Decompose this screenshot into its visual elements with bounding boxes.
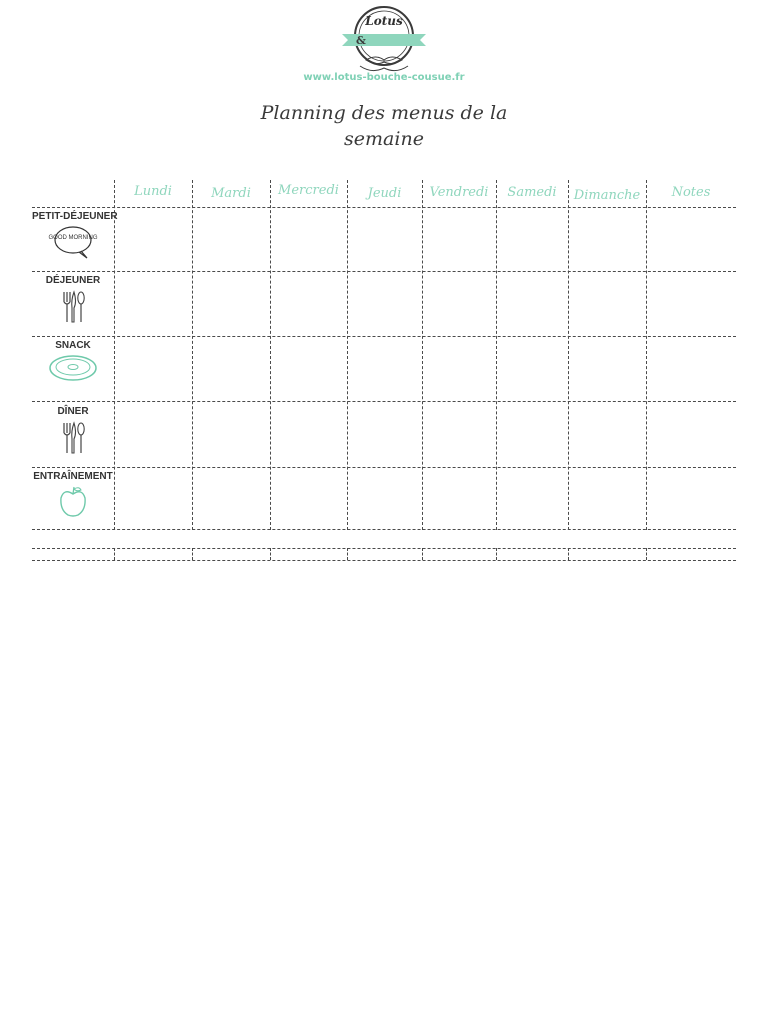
column-divider [192, 180, 193, 530]
row-label-diner [32, 406, 114, 457]
page-title-line-2: semaine [344, 128, 424, 150]
cutlery-icon [58, 419, 88, 457]
menu-planning-table [32, 178, 736, 566]
meal-label: DÉJEUNER [45, 275, 101, 286]
apple-icon [58, 484, 88, 518]
row-divider [32, 560, 736, 561]
page-title [234, 100, 534, 152]
header-mercredi: Mercredi [278, 183, 339, 198]
column-divider [646, 180, 647, 530]
column-divider [347, 180, 348, 530]
bubble-text: GOOD MORNING [48, 235, 98, 241]
row-divider [32, 548, 736, 549]
row-divider [32, 529, 736, 530]
row-divider [32, 401, 736, 402]
header-jeudi: Jeudi [367, 186, 402, 201]
column-divider [568, 548, 569, 560]
good-morning-bubble-icon [48, 224, 98, 260]
column-divider [114, 548, 115, 560]
column-divider [422, 548, 423, 560]
svg-text:&: & [356, 34, 366, 47]
row-label-snack [32, 340, 114, 383]
meal-label: DÎNER [57, 406, 89, 417]
row-divider [32, 271, 736, 272]
header-mardi: Mardi [211, 186, 251, 201]
meal-label: PETIT-DÉJEUNER [32, 211, 118, 222]
column-divider [270, 180, 271, 530]
column-divider [192, 548, 193, 560]
column-divider [422, 180, 423, 530]
column-divider [270, 548, 271, 560]
logo-brand: Lotus [365, 14, 403, 28]
row-label-dejeuner [32, 275, 114, 326]
page-title-line-1: Planning des menus de la [260, 102, 508, 124]
donut-icon [47, 353, 99, 383]
header-vendredi: Vendredi [429, 185, 489, 200]
row-divider [32, 336, 736, 337]
column-divider [496, 180, 497, 530]
column-divider [568, 180, 569, 530]
row-label-entrainement [32, 471, 114, 518]
cutlery-icon [58, 288, 88, 326]
meal-label: ENTRAÎNEMENT [33, 471, 113, 482]
header-notes: Notes [671, 185, 711, 200]
row-label-petit-dejeuner [32, 211, 118, 260]
logo-url[interactable]: www.lotus-bouche-cousue.fr [303, 72, 465, 83]
header-lundi: Lundi [134, 184, 172, 199]
row-divider [32, 207, 736, 208]
header-samedi: Samedi [507, 185, 557, 200]
column-divider [496, 548, 497, 560]
column-divider [347, 548, 348, 560]
meal-label: SNACK [55, 340, 91, 351]
header-dimanche: Dimanche [573, 188, 641, 203]
column-divider [646, 548, 647, 560]
column-divider [114, 180, 115, 530]
row-divider [32, 467, 736, 468]
